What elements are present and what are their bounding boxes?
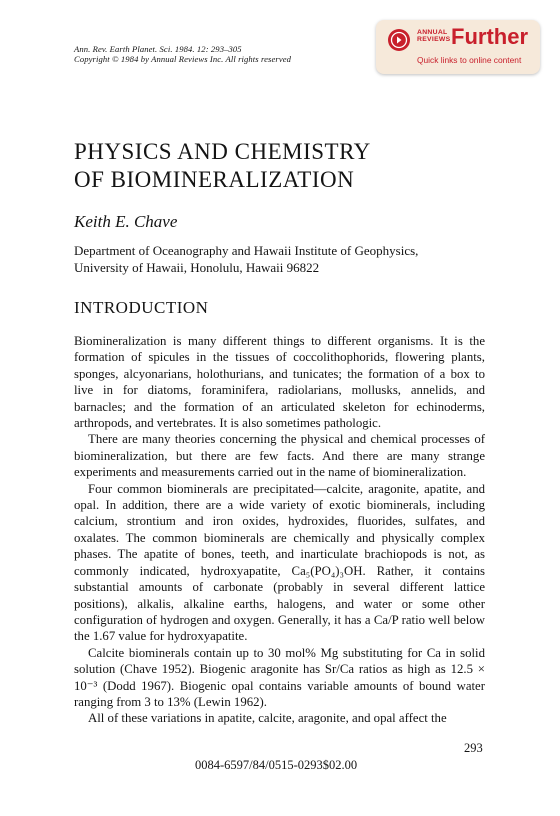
play-arrow-icon <box>388 29 410 51</box>
paragraph: There are many theories concerning the physical and chemical processes of biomineralization, but there are few facts. And there are many strange experiments and measurements carried out in the name of biomineralization. <box>74 432 485 480</box>
badge-further-label: Further <box>451 24 528 49</box>
section-heading: INTRODUCTION <box>74 298 209 317</box>
paragraph: Biomineralization is many different things to different organisms. It is the formation of spicules in the tissues of coccolithophorids, flowering plants, sponges, alcyonarians, holothurians, and tunicates; the formation of a box to live in for diatoms, foraminifera, radiolarians, mollusks, annelids, and barnacles; and the formation of an articulated skeleton for echinoderms, arthropods, and vertebrates. It is also sometimes pathologic. <box>74 334 485 431</box>
paragraph: Four common biominerals are precipitated—calcite, aragonite, apatite, and opal. In addition, there are a wide variety of exotic biominerals, including calcium, strontium and iron oxides, hydroxides, fluorides, sulfates, and oxalates. The common biominerals are chemically and physically complex phases. The apatite of bones, teeth, and inarticulate brachiopods is not, as commonly indicated, hydroxyapatite, Ca₅(PO₄)₃OH. Rather, it contains substantial amounts of carbonate (probably in several different lattice positions), alkalis, alkaline earths, halogens, and water or some other configuration of hydrogen and oxygen. Generally, it has a Ca/P ratio well below the 1.67 value for hydroxyapatite. <box>74 481 485 644</box>
article-body <box>74 333 485 727</box>
badge-publisher: ANNUAL REVIEWS <box>417 29 451 43</box>
journal-citation: Ann. Rev. Earth Planet. Sci. 1984. 12: 293–305 <box>74 44 242 54</box>
further-badge[interactable] <box>376 20 540 74</box>
issn-code: 0084-6597/84/0515-0293$02.00 <box>195 758 358 772</box>
author-name: Keith E. Chave <box>74 212 178 231</box>
article-title: PHYSICS AND CHEMISTRY OF BIOMINERALIZATION <box>74 139 371 192</box>
paragraph: All of these variations in apatite, calcite, aragonite, and opal affect the <box>88 711 447 726</box>
badge-subtitle: Quick links to online content <box>417 55 522 65</box>
copyright-notice: Copyright © 1984 by Annual Reviews Inc. All rights reserved <box>74 54 292 64</box>
author-affiliation: Department of Oceanography and Hawaii Institute of Geophysics, University of Hawaii, Honolulu, Hawaii 96822 <box>74 243 419 275</box>
journal-header <box>74 44 291 64</box>
page-number: 293 <box>464 741 483 755</box>
paragraph: Calcite biominerals contain up to 30 mol% Mg substituting for Ca in solid solution (Chave 1952). Biogenic aragonite has Sr/Ca ratios as high as 12.5 × 10⁻³ (Dodd 1967). Biogenic opal contains variable amounts of bound water ranging from 3 to 13% (Lewin 1962). <box>74 645 485 709</box>
